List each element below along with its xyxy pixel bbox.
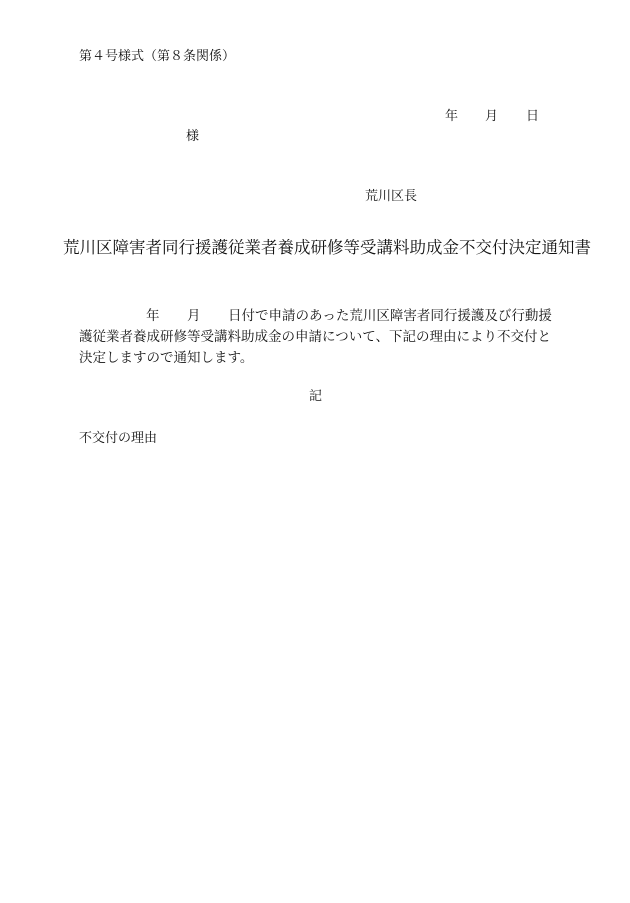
ki-label: 記 (309, 389, 323, 404)
body-line3: 決定しますので通知します。 (79, 350, 254, 366)
addressee-suffix: 様 (186, 129, 200, 144)
date-month-label: 月 (485, 109, 499, 124)
body-line1-rest: 日付で申請のあった荒川区障害者同行援護及び行動援 (228, 308, 552, 324)
body-line1-year: 年 (146, 308, 160, 324)
date-day-label: 日 (526, 109, 540, 124)
date-year-label: 年 (445, 109, 459, 124)
body-line2: 護従業者養成研修等受講料助成金の申請について、下記の理由により不交付と (79, 329, 551, 345)
body-line1-month: 月 (187, 308, 201, 324)
issuer-name: 荒川区長 (365, 189, 418, 204)
reason-heading: 不交付の理由 (79, 431, 158, 446)
document-title: 荒川区障害者同行援護従業者養成研修等受講料助成金不交付決定通知書 (63, 238, 591, 257)
form-number: 第４号様式（第８条関係） (79, 49, 236, 64)
